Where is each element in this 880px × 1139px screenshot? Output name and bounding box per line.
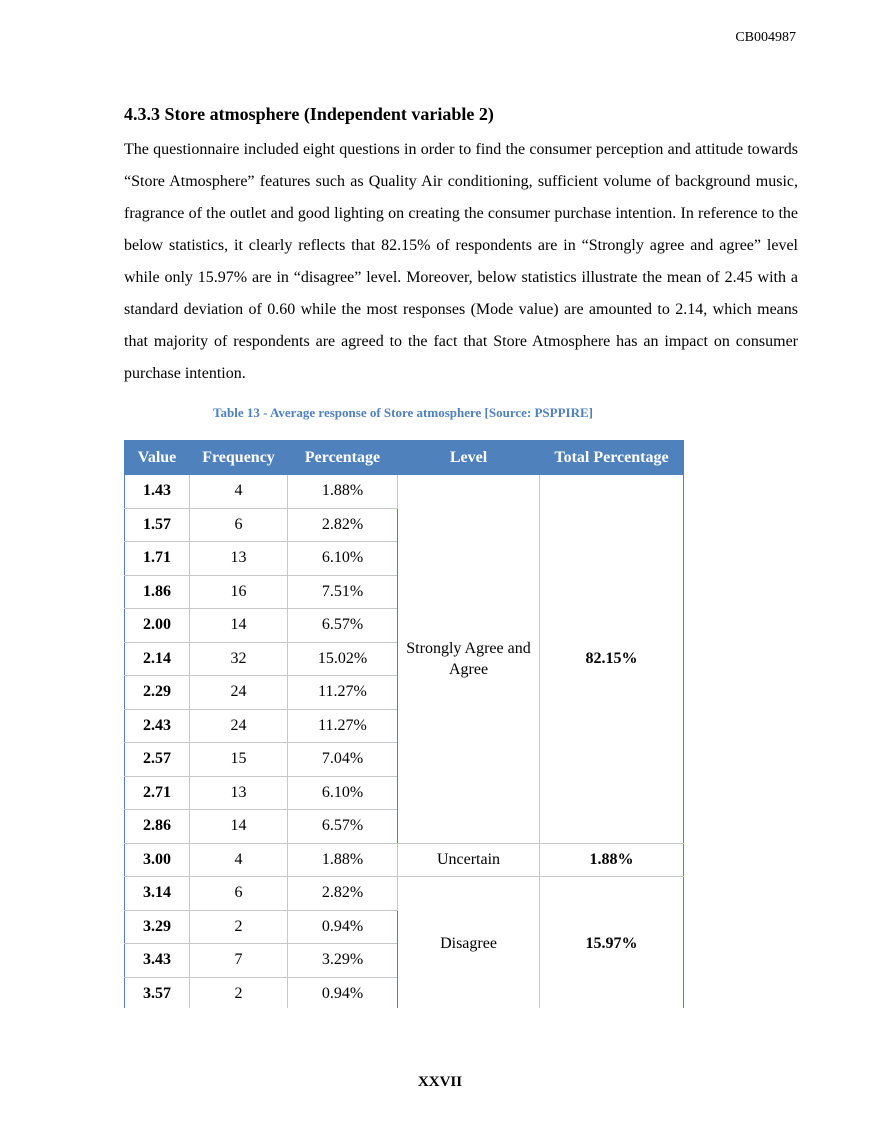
value-cell: 3.43 — [125, 944, 190, 978]
column-header-value: Value — [125, 441, 190, 475]
value-cell: 3.00 — [125, 843, 190, 877]
table-container — [124, 440, 684, 1008]
value-cell: 3.14 — [125, 877, 190, 911]
table-row — [125, 877, 684, 911]
frequency-cell: 6 — [190, 508, 288, 542]
percentage-cell: 15.02% — [288, 642, 398, 676]
value-cell: 1.71 — [125, 542, 190, 576]
level-cell: Strongly Agree and Agree — [398, 475, 540, 844]
column-header-level: Level — [398, 441, 540, 475]
frequency-cell: 7 — [190, 944, 288, 978]
column-header-total-percentage: Total Percentage — [540, 441, 684, 475]
percentage-cell: 6.10% — [288, 776, 398, 810]
frequency-cell: 16 — [190, 575, 288, 609]
frequency-cell: 15 — [190, 743, 288, 777]
percentage-cell: 11.27% — [288, 676, 398, 710]
frequency-cell: 13 — [190, 542, 288, 576]
value-cell: 3.29 — [125, 910, 190, 944]
section-heading: 4.3.3 Store atmosphere (Independent variable 2) — [124, 104, 494, 124]
table-body — [125, 475, 684, 1009]
value-cell: 1.57 — [125, 508, 190, 542]
frequency-cell: 13 — [190, 776, 288, 810]
value-cell: 2.57 — [125, 743, 190, 777]
value-cell: 1.86 — [125, 575, 190, 609]
level-cell: Uncertain — [398, 843, 540, 877]
column-header-frequency: Frequency — [190, 441, 288, 475]
value-cell: 2.14 — [125, 642, 190, 676]
percentage-cell: 6.10% — [288, 542, 398, 576]
frequency-cell: 6 — [190, 877, 288, 911]
table-row — [125, 843, 684, 877]
value-cell: 2.71 — [125, 776, 190, 810]
level-cell: Disagree — [398, 877, 540, 1009]
frequency-cell: 4 — [190, 843, 288, 877]
percentage-cell: 2.82% — [288, 508, 398, 542]
total-percentage-cell: 1.88% — [540, 843, 684, 877]
document-id: CB004987 — [735, 30, 796, 45]
percentage-cell: 0.94% — [288, 977, 398, 1008]
percentage-cell: 0.94% — [288, 910, 398, 944]
frequency-cell: 14 — [190, 810, 288, 844]
percentage-cell: 6.57% — [288, 609, 398, 643]
value-cell: 2.43 — [125, 709, 190, 743]
section-paragraph: The questionnaire included eight questions in order to find the consumer perception and attitude towards “Store Atmosphere” features such as Quality Air conditioning, sufficient volume of background music, fragrance of the outlet and good lighting on creating the consumer purchase intention. In reference to the below statistics, it clearly reflects that 82.15% of respondents are in “Strongly agree and agree” level while only 15.97% are in “disagree” level. Moreover, below statistics illustrate the mean of 2.45 with a standard deviation of 0.60 while the most responses (Mode value) are amounted to 2.14, which means that majority of respondents are agreed to the fact that Store Atmosphere has an impact on consumer purchase intention. — [124, 141, 798, 382]
percentage-cell: 11.27% — [288, 709, 398, 743]
frequency-cell: 2 — [190, 910, 288, 944]
total-percentage-cell: 82.15% — [540, 475, 684, 844]
percentage-cell: 3.29% — [288, 944, 398, 978]
column-header-percentage: Percentage — [288, 441, 398, 475]
value-cell: 2.00 — [125, 609, 190, 643]
table-caption: Table 13 - Average response of Store atmosphere [Source: PSPPIRE] — [213, 405, 593, 420]
percentage-cell: 1.88% — [288, 475, 398, 509]
table-header-row — [125, 441, 684, 475]
frequency-cell: 24 — [190, 676, 288, 710]
percentage-cell: 7.51% — [288, 575, 398, 609]
value-cell: 2.29 — [125, 676, 190, 710]
page-number: XXVII — [417, 1074, 463, 1090]
percentage-cell: 2.82% — [288, 877, 398, 911]
frequency-cell: 14 — [190, 609, 288, 643]
total-percentage-cell: 15.97% — [540, 877, 684, 1009]
percentage-cell: 1.88% — [288, 843, 398, 877]
frequency-cell: 32 — [190, 642, 288, 676]
frequency-cell: 24 — [190, 709, 288, 743]
value-cell: 2.86 — [125, 810, 190, 844]
frequency-cell: 2 — [190, 977, 288, 1008]
percentage-cell: 6.57% — [288, 810, 398, 844]
table-row — [125, 475, 684, 509]
value-cell: 3.57 — [125, 977, 190, 1008]
response-table — [124, 440, 684, 1008]
frequency-cell: 4 — [190, 475, 288, 509]
percentage-cell: 7.04% — [288, 743, 398, 777]
value-cell: 1.43 — [125, 475, 190, 509]
